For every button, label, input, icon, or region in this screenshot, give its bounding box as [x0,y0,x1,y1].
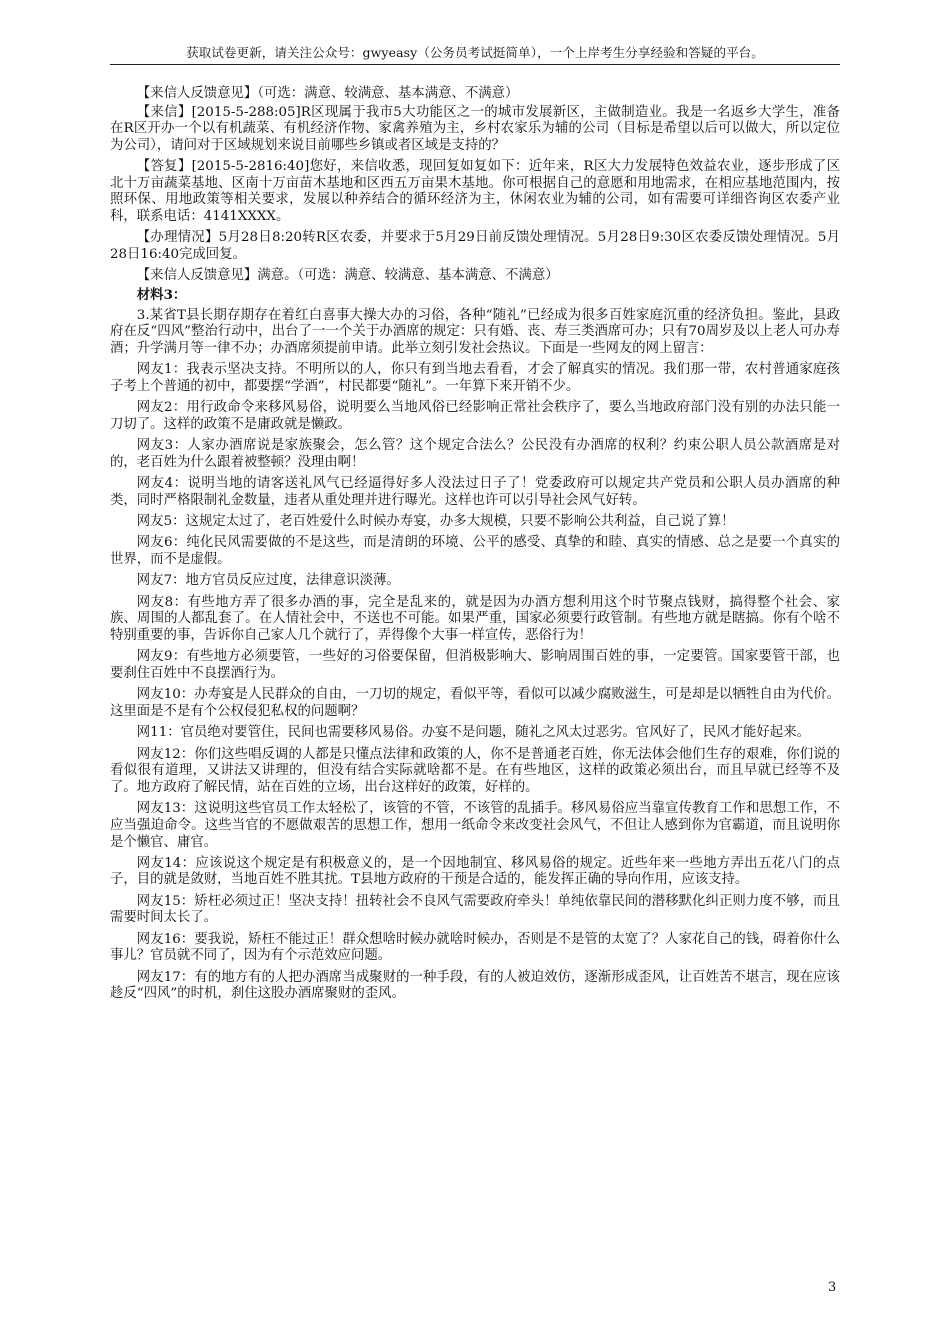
paragraph: 【办理情况】5月28日8:20转R区农委，并要求于5月29日前反馈处理情况。5月28日9:30区农委反馈处理情况。5月28日16:40完成回复。 [110,230,840,262]
paragraph: 【来信人反馈意见】（可选：满意、较满意、基本满意、不满意） [136,86,519,101]
paragraph: 【来信人反馈意见】满意。（可选：满意、较满意、基本满意、不满意） [136,268,559,284]
netizen-comment: 网友7：地方官员反应过度，法律意识淡薄。 [136,573,400,589]
netizen-comment: 网友14：应该说这个规定是有积极意义的，是一个因地制宜、移风易俗的规定。近些年来一些地方弄出五花八门的点子，目的就是敛财，当地百姓不胜其扰。T县地方政府的干预是合适的，能发挥正确的导向作用，应该支持。 [110,855,840,888]
netizen-comment: 网友2：用行政命令来移风易俗，说明要么当地风俗已经影响正常社会秩序了，要么当地政府部门没有别的办法只能一刀切了。这样的政策不是庸政就是懒政。 [110,400,840,432]
material-title: 材料3： [136,286,187,303]
netizen-comment: 网友9：有些地方必须要管，一些好的习俗要保留，但消极影响大、影响周围百姓的事，一定要管。国家要管干部，也要刹住百姓中不良摆酒行为。 [110,649,840,681]
netizen-comment: 网友15：矫枉必须过正！坚决支持！扭转社会不良风气需要政府牵头！单纯依靠民间的潜移默化纠正则力度不够，而且需要时间太长了。 [110,893,840,926]
paragraph: 【答复】[2015-5-2816:40]您好，来信收悉，现回复如复如下：近年来，R区大力发展特色效益农业，逐步形成了区北十万亩蔬菜基地、区南十万亩苗木基地和区西五万亩果木基地。你可根据自己的意愿和用地需求，在相应基地范围内，按照环保、用地政策等相关要求，发展以种养结合的循环经济为主，休闲农业为辅的公司，如有需要可详细咨询区农委产业科，联系电话：4141XXXX。 [110,159,840,224]
page-header: 获取试卷更新，请关注公众号：gwyeasy（公务员考试挺简单），一个上岸考生分享经验和答疑的平台。 [186,45,764,60]
netizen-comment: 网友6：纯化民风需要做的不是这些，而是清朗的环境、公平的感受、真挚的和睦、真实的情感、总之是要一个真实的世界，而不是虚假。 [110,535,840,568]
netizen-comment: 网友13：这说明这些官员工作太轻松了，该管的不管，不该管的乱插手。移风易俗应当靠宣传教育工作和思想工作，不应当强迫命令。这些当官的不愿做艰苦的思想工作，想用一纸命令来改变社会风气，不但让人感到你为官霸道，而且说明你是个懒官、庸官。 [110,801,840,850]
netizen-comment: 网友10：办寿宴是人民群众的自由，一刀切的规定，看似平等，看似可以减少腐败滋生，可是却是以牺牲自由为代价。这里面是不是有个公权侵犯私权的问题啊？ [110,687,840,719]
paragraph: 【来信】[2015-5-288:05]R区现属于我市5大功能区之一的城市发展新区，主做制造业。我是一名返乡大学生，准备在R区开办一个以有机蔬菜、有机经济作物、家禽养殖为主，乡村农家乐为辅的公司（目标是希望以后可以做大，所以定位为公司），请问对于区域规划来说目前哪些乡镇或者区域是支持的？ [110,104,840,153]
netizen-comment: 网友4：说明当地的请客送礼风气已经逼得好多人没法过日子了！党委政府可以规定共产党员和公职人员办酒席的种类，同时严格限制礼金数量，违者从重处理并进行曝光。这样也许可以引导社会风气好转。 [110,476,840,508]
netizen-comment: 网友16：要我说，矫枉不能过正！群众想啥时候办就啥时候办，否则是不是管的太宽了？人家花自己的钱，碍着你什么事儿？官员就不同了，因为有个示范效应问题。 [110,931,840,964]
netizen-comment: 网友1：我表示坚决支持。不明所以的人，你只有到当地去看看，才会了解真实的情况。我们那一带，农村普通家庭孩子考上个普通的初中，都要摆“学酒”，村民都要“随礼”。一年算下来开销不少。 [110,362,840,394]
netizen-comment: 网友17：有的地方有的人把办酒席当成聚财的一种手段，有的人被迫效仿，逐渐形成歪风，让百姓苦不堪言，现在应该趁反“四风”的时机，刹住这股办酒席聚财的歪风。 [110,969,840,1002]
netizen-comment: 网友8：有些地方弄了很多办酒的事，完全是乱来的，就是因为办酒方想利用这个时节聚点钱财，搞得整个社会、家族、周围的人都乱套了。在人情社会中，不送也不可能。如果严重，国家必须要行政管制。有些地方就是瞎搞。你有个啥不特别重要的事，告诉你自己家人几个就行了，弄得像个大事一样宣传，恶俗行为！ [110,594,840,643]
page-number: 3 [828,1280,837,1295]
netizen-comment: 网11：官员绝对要管住，民间也需要移风易俗。办宴不是问题，随礼之风太过恶劣。官风好了，民风才能好起来。 [136,725,810,741]
paragraph: 3.某省T县长期存期存在着红白喜事大操大办的习俗，各种“随礼”已经成为很多百姓家庭沉重的经济负担。鉴此，县政府在反“四风”整治行动中，出台了一一个关于办酒席的规定：只有婚、丧、寿三类酒席可办；只有70周岁及以上老人可办寿酒；升学满月等一律不办；办酒席须提前申请。此举立刻引发社会热议。下面是一些网友的网上留言： [110,307,840,356]
document-body [110,86,840,1008]
netizen-comment: 网友12：你们这些唱反调的人都是只懂点法律和政策的人，你不是普通老百姓，你无法体会他们生存的艰难，你们说的看似很有道理，又讲法又讲理的，但没有结合实际就啥都不是。在有些地区，这样的政策必须出台，而且早就已经等不及了。地方政府了解民情，站在百姓的立场，出台这样好的政策，好样的。 [110,746,840,795]
netizen-comment: 网友3：人家办酒席说是家族聚会，怎么管？这个规定合法么？公民没有办酒席的权利？约束公职人员公款酒席是对的，老百姓为什么跟着被整顿？没理由啊！ [110,438,840,470]
netizen-comment: 网友5：这规定太过了，老百姓爱什么时候办寿宴，办多大规模，只要不影响公共利益，自己说了算！ [136,514,735,530]
header-rule [110,64,840,65]
